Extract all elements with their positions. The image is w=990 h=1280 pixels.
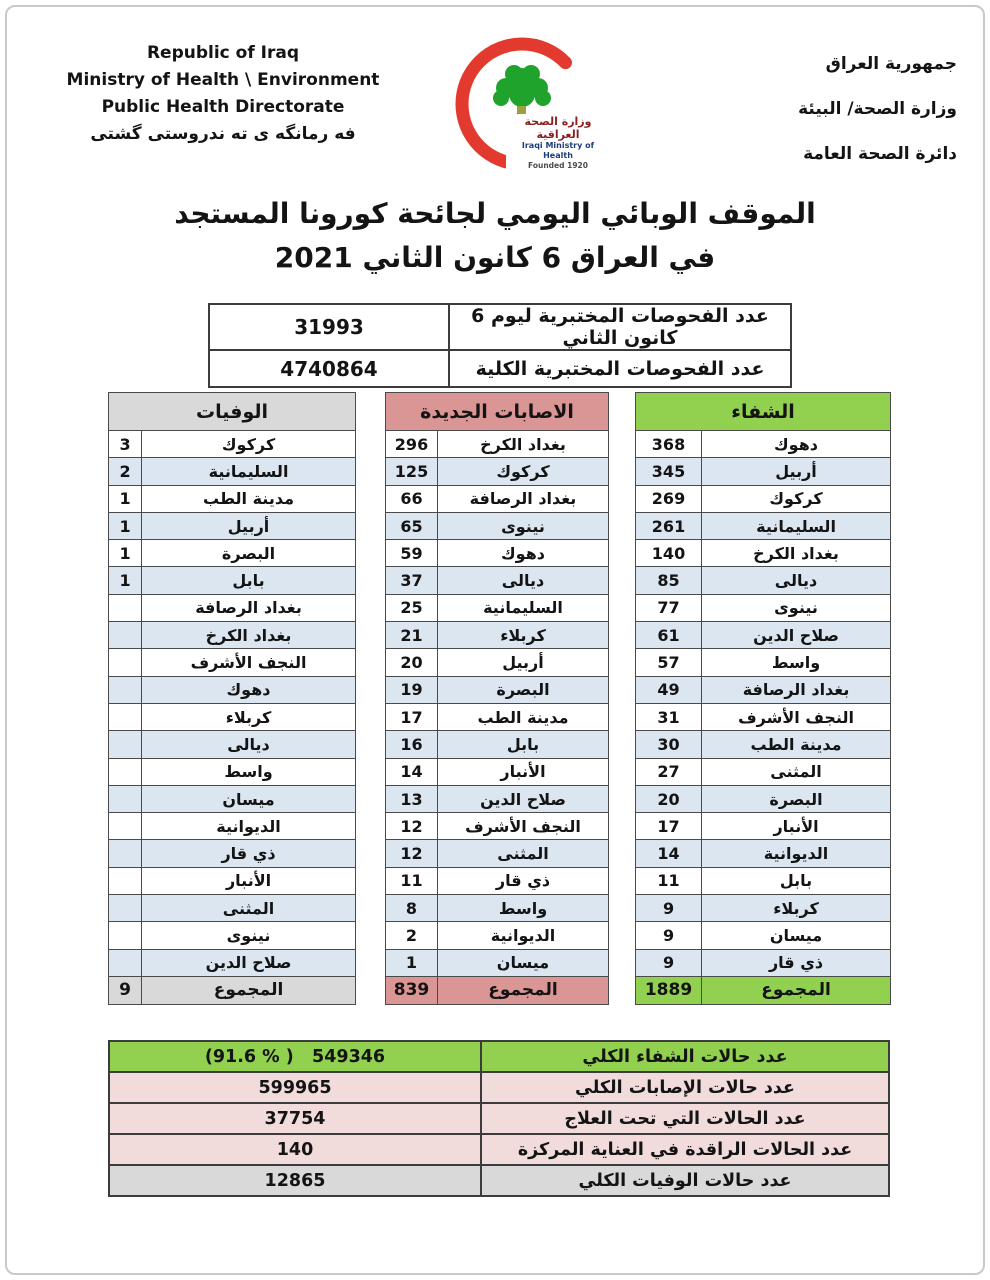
- table-row: [109, 949, 356, 976]
- total-value-cell: 9: [109, 976, 142, 1004]
- province-name-cell: بابل: [438, 731, 609, 758]
- province-name-cell: بغداد الرصافة: [702, 676, 891, 703]
- summary-value-cell: 12865: [109, 1165, 481, 1196]
- table-row: [109, 431, 356, 458]
- table-row: [109, 703, 356, 730]
- province-value-cell: 345: [636, 458, 702, 485]
- table-row: [109, 731, 356, 758]
- province-name-cell: أربيل: [142, 512, 356, 539]
- province-name-cell: نينوى: [142, 922, 356, 949]
- summary-row-total-deaths: [109, 1165, 889, 1196]
- province-value-cell: [109, 676, 142, 703]
- province-value-cell: 12: [386, 840, 438, 867]
- table-row: [386, 895, 609, 922]
- province-value-cell: [109, 758, 142, 785]
- province-value-cell: 9: [636, 949, 702, 976]
- province-value-cell: 9: [636, 895, 702, 922]
- province-value-cell: 25: [386, 594, 438, 621]
- province-value-cell: [109, 731, 142, 758]
- title-line1: الموقف الوبائي اليومي لجائحة كورونا المستجد: [174, 197, 816, 230]
- table-row: [636, 458, 891, 485]
- table-row: [386, 867, 609, 894]
- tests-total-value: 4740864: [209, 350, 449, 387]
- province-name-cell: بغداد الكرخ: [438, 431, 609, 458]
- province-value-cell: 13: [386, 785, 438, 812]
- table-row: [109, 485, 356, 512]
- province-value-cell: 125: [386, 458, 438, 485]
- province-name-cell: مدينة الطب: [142, 485, 356, 512]
- table-row: [636, 895, 891, 922]
- summary-value-cell: 599965: [109, 1072, 481, 1103]
- header-right-block: [727, 42, 957, 177]
- title-line2: في العراق 6 كانون الثاني 2021: [274, 241, 716, 274]
- province-name-cell: ذي قار: [702, 949, 891, 976]
- province-name-cell: البصرة: [702, 785, 891, 812]
- province-name-cell: البصرة: [142, 540, 356, 567]
- recoveries-total-row: [636, 976, 891, 1004]
- province-value-cell: [109, 867, 142, 894]
- table-row: [636, 840, 891, 867]
- table-row: [109, 458, 356, 485]
- province-value-cell: 20: [636, 785, 702, 812]
- table-row: [636, 785, 891, 812]
- summary-label-cell: عدد الحالات التي تحت العلاج: [481, 1103, 889, 1134]
- province-value-cell: 368: [636, 431, 702, 458]
- province-name-cell: واسط: [702, 649, 891, 676]
- province-value-cell: 2: [386, 922, 438, 949]
- table-row: [109, 813, 356, 840]
- province-value-cell: 1: [109, 540, 142, 567]
- table-row: [109, 567, 356, 594]
- province-value-cell: 14: [636, 840, 702, 867]
- header-left-block: [58, 40, 388, 148]
- province-name-cell: ميسان: [142, 785, 356, 812]
- lab-tests-table: [208, 303, 792, 388]
- province-value-cell: 20: [386, 649, 438, 676]
- table-row: [109, 512, 356, 539]
- table-row: [386, 731, 609, 758]
- province-name-cell: ديالى: [142, 731, 356, 758]
- province-value-cell: 17: [636, 813, 702, 840]
- province-value-cell: [109, 813, 142, 840]
- table-row: [386, 622, 609, 649]
- province-value-cell: 1: [109, 567, 142, 594]
- header-right-line3: دائرة الصحة العامة: [803, 144, 957, 164]
- logo-arabic-name: وزارة الصحة العراقية: [524, 115, 592, 141]
- province-value-cell: [109, 840, 142, 867]
- table-row: [636, 594, 891, 621]
- province-value-cell: 1: [109, 512, 142, 539]
- summary-row-recoveries: [109, 1041, 889, 1072]
- province-name-cell: كركوك: [438, 458, 609, 485]
- deaths-table-title: الوفيات: [109, 393, 356, 431]
- province-value-cell: 31: [636, 703, 702, 730]
- province-name-cell: مدينة الطب: [438, 703, 609, 730]
- table-row: [109, 758, 356, 785]
- province-name-cell: نينوى: [438, 512, 609, 539]
- province-name-cell: كربلاء: [438, 622, 609, 649]
- summary-row-under-treatment: [109, 1103, 889, 1134]
- province-value-cell: [109, 649, 142, 676]
- province-value-cell: 77: [636, 594, 702, 621]
- table-row: [109, 867, 356, 894]
- province-value-cell: 296: [386, 431, 438, 458]
- header-right-line1: جمهورية العراق: [825, 54, 957, 74]
- province-name-cell: النجف الأشرف: [702, 703, 891, 730]
- province-name-cell: الديوانية: [438, 922, 609, 949]
- province-value-cell: [109, 949, 142, 976]
- province-value-cell: 2: [109, 458, 142, 485]
- table-row: [109, 895, 356, 922]
- province-name-cell: كركوك: [142, 431, 356, 458]
- province-value-cell: 85: [636, 567, 702, 594]
- cumulative-summary-table: [108, 1040, 890, 1197]
- province-name-cell: الأنبار: [702, 813, 891, 840]
- table-row: [386, 813, 609, 840]
- province-value-cell: 1: [109, 485, 142, 512]
- table-row: [109, 540, 356, 567]
- new-cases-total-row: [386, 976, 609, 1004]
- table-row: [386, 703, 609, 730]
- province-name-cell: البصرة: [438, 676, 609, 703]
- province-value-cell: 61: [636, 622, 702, 649]
- province-value-cell: 37: [386, 567, 438, 594]
- tests-daily-value: 31993: [209, 304, 449, 350]
- total-label-cell: المجموع: [438, 976, 609, 1004]
- summary-value-cell: 140: [109, 1134, 481, 1165]
- table-row: [636, 676, 891, 703]
- province-value-cell: 3: [109, 431, 142, 458]
- table-row: [636, 622, 891, 649]
- province-name-cell: مدينة الطب: [702, 731, 891, 758]
- province-name-cell: دهوك: [702, 431, 891, 458]
- table-row: [386, 676, 609, 703]
- province-value-cell: 1: [386, 949, 438, 976]
- province-name-cell: بغداد الرصافة: [142, 594, 356, 621]
- province-name-cell: صلاح الدين: [702, 622, 891, 649]
- province-value-cell: 65: [386, 512, 438, 539]
- new-cases-table-title: الاصابات الجديدة: [386, 393, 609, 431]
- summary-value-cell: 37754: [109, 1103, 481, 1134]
- province-value-cell: 8: [386, 895, 438, 922]
- province-name-cell: بابل: [702, 867, 891, 894]
- province-name-cell: كربلاء: [702, 895, 891, 922]
- header-left-line1: Republic of Iraq: [146, 43, 300, 63]
- table-row: [636, 922, 891, 949]
- province-name-cell: واسط: [142, 758, 356, 785]
- province-value-cell: 19: [386, 676, 438, 703]
- summary-label-cell: عدد حالات الإصابات الكلي: [481, 1072, 889, 1103]
- province-value-cell: 12: [386, 813, 438, 840]
- province-value-cell: 17: [386, 703, 438, 730]
- province-name-cell: نينوى: [702, 594, 891, 621]
- province-name-cell: أربيل: [702, 458, 891, 485]
- province-name-cell: الديوانية: [142, 813, 356, 840]
- province-name-cell: بغداد الكرخ: [702, 540, 891, 567]
- table-row: [109, 785, 356, 812]
- new-cases-table: [385, 392, 609, 1005]
- province-name-cell: بغداد الرصافة: [438, 485, 609, 512]
- province-name-cell: السليمانية: [142, 458, 356, 485]
- province-name-cell: صلاح الدين: [142, 949, 356, 976]
- province-name-cell: بغداد الكرخ: [142, 622, 356, 649]
- province-value-cell: 66: [386, 485, 438, 512]
- summary-label-cell: عدد الحالات الراقدة في العناية المركزة: [481, 1134, 889, 1165]
- province-name-cell: كركوك: [702, 485, 891, 512]
- table-row: [636, 867, 891, 894]
- logo-founded-text: Founded 1920: [528, 161, 588, 170]
- province-value-cell: [109, 594, 142, 621]
- table-row: [636, 949, 891, 976]
- table-row: [386, 840, 609, 867]
- table-row: [386, 594, 609, 621]
- table-row: [636, 512, 891, 539]
- table-row: [386, 567, 609, 594]
- table-row: [636, 485, 891, 512]
- table-row: [109, 649, 356, 676]
- table-row: [209, 350, 791, 387]
- logo-text-box: [506, 114, 610, 171]
- table-row: [386, 649, 609, 676]
- province-name-cell: المثنى: [438, 840, 609, 867]
- table-row: [109, 840, 356, 867]
- province-name-cell: المثنى: [142, 895, 356, 922]
- province-value-cell: 59: [386, 540, 438, 567]
- deaths-table: [108, 392, 356, 1005]
- province-value-cell: [109, 922, 142, 949]
- province-value-cell: 49: [636, 676, 702, 703]
- table-row: [386, 949, 609, 976]
- province-value-cell: 261: [636, 512, 702, 539]
- total-label-cell: المجموع: [702, 976, 891, 1004]
- table-row: [386, 512, 609, 539]
- deaths-total-row: [109, 976, 356, 1004]
- table-row: [636, 813, 891, 840]
- province-name-cell: السليمانية: [438, 594, 609, 621]
- tests-total-label: عدد الفحوصات المختبرية الكلية: [449, 350, 791, 387]
- table-row: [386, 458, 609, 485]
- tests-daily-label: عدد الفحوصات المختبرية ليوم 6 كانون الثاني: [449, 304, 791, 350]
- table-row: [209, 304, 791, 350]
- province-value-cell: 16: [386, 731, 438, 758]
- total-value-cell: 839: [386, 976, 438, 1004]
- province-name-cell: النجف الأشرف: [438, 813, 609, 840]
- header-left-line2: Ministry of Health \ Environment: [66, 70, 380, 90]
- table-row: [636, 567, 891, 594]
- province-value-cell: 9: [636, 922, 702, 949]
- province-name-cell: المثنى: [702, 758, 891, 785]
- table-row: [386, 485, 609, 512]
- header-right-line2: وزارة الصحة/ البيئة: [798, 99, 957, 119]
- table-row: [109, 622, 356, 649]
- province-value-cell: 27: [636, 758, 702, 785]
- province-name-cell: ميسان: [438, 949, 609, 976]
- table-row: [386, 540, 609, 567]
- total-label-cell: المجموع: [142, 976, 356, 1004]
- table-row: [109, 676, 356, 703]
- recoveries-table-title: الشفاء: [636, 393, 891, 431]
- province-value-cell: 57: [636, 649, 702, 676]
- summary-value-cell: (91.6 % ) 549346: [109, 1041, 481, 1072]
- province-name-cell: صلاح الدين: [438, 785, 609, 812]
- table-row: [636, 649, 891, 676]
- table-row: [386, 785, 609, 812]
- table-row: [386, 758, 609, 785]
- province-value-cell: [109, 622, 142, 649]
- province-name-cell: كربلاء: [142, 703, 356, 730]
- province-name-cell: ذي قار: [438, 867, 609, 894]
- province-value-cell: 140: [636, 540, 702, 567]
- province-value-cell: [109, 895, 142, 922]
- province-value-cell: 30: [636, 731, 702, 758]
- province-name-cell: ديالى: [702, 567, 891, 594]
- province-value-cell: 11: [636, 867, 702, 894]
- ministry-of-health-logo: [446, 28, 611, 178]
- summary-label-cell: عدد حالات الوفيات الكلي: [481, 1165, 889, 1196]
- total-value-cell: 1889: [636, 976, 702, 1004]
- table-row: [386, 431, 609, 458]
- table-row: [636, 758, 891, 785]
- table-row: [109, 594, 356, 621]
- recoveries-table: [635, 392, 891, 1005]
- table-row: [386, 922, 609, 949]
- province-name-cell: الأنبار: [438, 758, 609, 785]
- province-value-cell: 11: [386, 867, 438, 894]
- province-value-cell: [109, 703, 142, 730]
- summary-label-cell: عدد حالات الشفاء الكلي: [481, 1041, 889, 1072]
- header-left-line3: Public Health Directorate: [101, 97, 345, 117]
- province-name-cell: ذي قار: [142, 840, 356, 867]
- summary-row-total-cases: [109, 1072, 889, 1103]
- table-row: [636, 703, 891, 730]
- province-name-cell: بابل: [142, 567, 356, 594]
- page-title: [0, 192, 990, 280]
- table-row: [636, 431, 891, 458]
- table-row: [636, 731, 891, 758]
- province-name-cell: أربيل: [438, 649, 609, 676]
- table-row: [109, 922, 356, 949]
- province-value-cell: 269: [636, 485, 702, 512]
- province-name-cell: ديالى: [438, 567, 609, 594]
- logo-english-name: Iraqi Ministry of Health: [521, 141, 595, 160]
- province-name-cell: دهوك: [438, 540, 609, 567]
- table-row: [636, 540, 891, 567]
- province-name-cell: النجف الأشرف: [142, 649, 356, 676]
- province-value-cell: 14: [386, 758, 438, 785]
- province-name-cell: السليمانية: [702, 512, 891, 539]
- summary-row-icu: [109, 1134, 889, 1165]
- province-name-cell: الديوانية: [702, 840, 891, 867]
- province-name-cell: ميسان: [702, 922, 891, 949]
- province-name-cell: الأنبار: [142, 867, 356, 894]
- header-left-line4-kurdish: فه رمانگه ی ته ندروستی گشتی: [90, 124, 356, 144]
- province-name-cell: واسط: [438, 895, 609, 922]
- province-value-cell: [109, 785, 142, 812]
- province-name-cell: دهوك: [142, 676, 356, 703]
- province-value-cell: 21: [386, 622, 438, 649]
